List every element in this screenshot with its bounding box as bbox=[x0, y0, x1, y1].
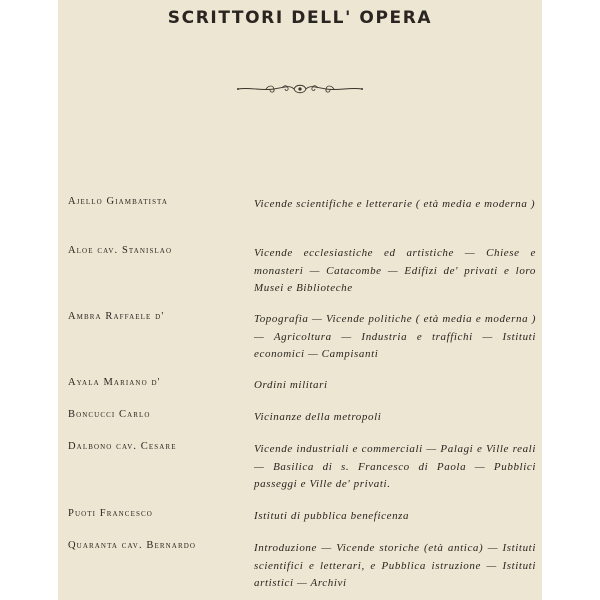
author-name: Dalbono cav. Cesare bbox=[68, 441, 177, 452]
fleuron-ornament-icon bbox=[236, 82, 364, 96]
author-topics: Vicende ecclesiastiche ed artistiche — Chiese e monasteri — Catacombe — Edifizi de' privati e loro Musei e Biblioteche bbox=[254, 247, 536, 295]
author-name: Boncucci Carlo bbox=[68, 409, 151, 420]
book-page bbox=[58, 0, 542, 600]
author-topics: Ordini militari bbox=[254, 379, 328, 391]
author-name: Ambra Raffaele d' bbox=[68, 311, 165, 322]
author-topics: Vicinanze della metropoli bbox=[254, 411, 382, 423]
page-title: SCRITTORI DELL' OPERA bbox=[167, 8, 433, 28]
author-topics: Topografia — Vicende politiche ( età media e moderna ) — Agricoltura — Industria e traffichi — Istituti economici — Campisanti bbox=[254, 313, 536, 361]
author-topics: Istituti di pubblica beneficenza bbox=[254, 510, 410, 522]
author-name: Ajello Giambatista bbox=[68, 196, 169, 207]
author-topics: Introduzione — Vicende storiche (età antica) — Istituti scientifici e letterari, e Pubblica istruzione — Istituti artistici — Archivi bbox=[254, 542, 536, 590]
author-name: Ayala Mariano d' bbox=[68, 377, 161, 388]
author-topics: Vicende industriali e commerciali — Palagi e Ville reali — Basilica di s. Francesco di Paola — Pubblici passeggi e Ville de' privati. bbox=[254, 443, 536, 491]
author-name: Aloe cav. Stanislao bbox=[68, 245, 173, 256]
author-topics: Vicende scientifiche e letterarie ( età media e moderna ) bbox=[254, 198, 536, 210]
author-name: Quaranta cav. Bernardo bbox=[68, 540, 197, 551]
author-name: Puoti Francesco bbox=[68, 508, 153, 519]
